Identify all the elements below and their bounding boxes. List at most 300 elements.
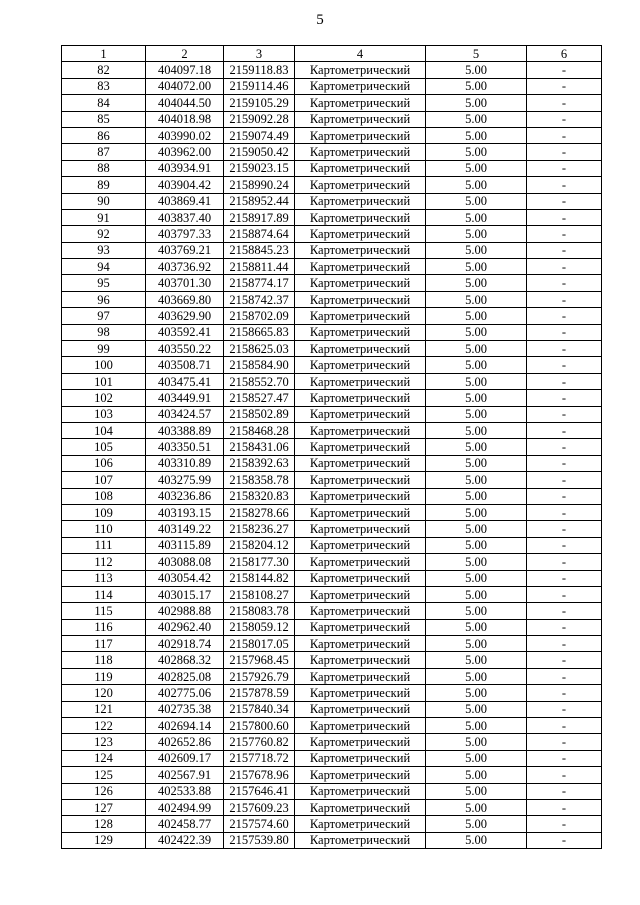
y-coordinate-cell: 2158468.28 (224, 422, 295, 438)
x-coordinate-cell: 402775.06 (146, 685, 224, 701)
point-number-cell: 121 (62, 701, 146, 717)
method-cell: Картометрический (295, 357, 426, 373)
x-coordinate-cell: 402609.17 (146, 750, 224, 766)
accuracy-cell: 5.00 (426, 177, 527, 193)
point-number-cell: 99 (62, 341, 146, 357)
point-number-cell: 90 (62, 193, 146, 209)
x-coordinate-cell: 402694.14 (146, 718, 224, 734)
point-number-cell: 120 (62, 685, 146, 701)
table-row (62, 570, 602, 586)
accuracy-cell: 5.00 (426, 750, 527, 766)
table-row (62, 357, 602, 373)
description-cell: - (527, 127, 602, 143)
point-number-cell: 129 (62, 832, 146, 848)
x-coordinate-cell: 403629.90 (146, 308, 224, 324)
x-coordinate-cell: 402868.32 (146, 652, 224, 668)
method-cell: Картометрический (295, 193, 426, 209)
accuracy-cell: 5.00 (426, 406, 527, 422)
accuracy-cell: 5.00 (426, 209, 527, 225)
method-cell: Картометрический (295, 750, 426, 766)
description-cell: - (527, 357, 602, 373)
y-coordinate-cell: 2159118.83 (224, 62, 295, 78)
table-row (62, 767, 602, 783)
accuracy-cell: 5.00 (426, 259, 527, 275)
y-coordinate-cell: 2159114.46 (224, 78, 295, 94)
method-cell: Картометрический (295, 718, 426, 734)
x-coordinate-cell: 403115.89 (146, 537, 224, 553)
point-number-cell: 97 (62, 308, 146, 324)
table-row (62, 144, 602, 160)
method-cell: Картометрический (295, 111, 426, 127)
point-number-cell: 117 (62, 636, 146, 652)
method-cell: Картометрический (295, 144, 426, 160)
table-row (62, 603, 602, 619)
x-coordinate-cell: 403669.80 (146, 291, 224, 307)
x-coordinate-cell: 402458.77 (146, 816, 224, 832)
description-cell: - (527, 209, 602, 225)
accuracy-cell: 5.00 (426, 242, 527, 258)
x-coordinate-cell: 403934.91 (146, 160, 224, 176)
accuracy-cell: 5.00 (426, 537, 527, 553)
table-row (62, 832, 602, 848)
table-row (62, 455, 602, 471)
method-cell: Картометрический (295, 275, 426, 291)
description-cell: - (527, 373, 602, 389)
x-coordinate-cell: 403736.92 (146, 259, 224, 275)
point-number-cell: 112 (62, 554, 146, 570)
point-number-cell: 123 (62, 734, 146, 750)
table-row (62, 390, 602, 406)
accuracy-cell: 5.00 (426, 472, 527, 488)
accuracy-cell: 5.00 (426, 570, 527, 586)
accuracy-cell: 5.00 (426, 226, 527, 242)
x-coordinate-cell: 403962.00 (146, 144, 224, 160)
method-cell: Картометрический (295, 127, 426, 143)
table-row (62, 373, 602, 389)
description-cell: - (527, 652, 602, 668)
method-cell: Картометрический (295, 62, 426, 78)
table-row (62, 652, 602, 668)
table-row (62, 259, 602, 275)
accuracy-cell: 5.00 (426, 718, 527, 734)
y-coordinate-cell: 2158017.05 (224, 636, 295, 652)
table-row (62, 242, 602, 258)
coordinates-table (61, 45, 602, 849)
y-coordinate-cell: 2157646.41 (224, 783, 295, 799)
accuracy-cell: 5.00 (426, 603, 527, 619)
method-cell: Картометрический (295, 586, 426, 602)
point-number-cell: 104 (62, 422, 146, 438)
accuracy-cell: 5.00 (426, 521, 527, 537)
method-cell: Картометрический (295, 373, 426, 389)
header-row (62, 46, 602, 62)
x-coordinate-cell: 403310.89 (146, 455, 224, 471)
accuracy-cell: 5.00 (426, 816, 527, 832)
table-row (62, 636, 602, 652)
method-cell: Картометрический (295, 816, 426, 832)
point-number-cell: 106 (62, 455, 146, 471)
point-number-cell: 85 (62, 111, 146, 127)
description-cell: - (527, 111, 602, 127)
point-number-cell: 114 (62, 586, 146, 602)
y-coordinate-cell: 2158527.47 (224, 390, 295, 406)
accuracy-cell: 5.00 (426, 783, 527, 799)
x-coordinate-cell: 403837.40 (146, 209, 224, 225)
header-cell-4: 4 (295, 46, 426, 62)
method-cell: Картометрический (295, 160, 426, 176)
point-number-cell: 127 (62, 799, 146, 815)
description-cell: - (527, 160, 602, 176)
method-cell: Картометрический (295, 701, 426, 717)
x-coordinate-cell: 403388.89 (146, 422, 224, 438)
accuracy-cell: 5.00 (426, 668, 527, 684)
description-cell: - (527, 619, 602, 635)
description-cell: - (527, 78, 602, 94)
x-coordinate-cell: 404072.00 (146, 78, 224, 94)
method-cell: Картометрический (295, 799, 426, 815)
x-coordinate-cell: 402533.88 (146, 783, 224, 799)
accuracy-cell: 5.00 (426, 799, 527, 815)
table-row (62, 718, 602, 734)
table-row (62, 406, 602, 422)
page-number: 5 (316, 12, 324, 28)
y-coordinate-cell: 2159050.42 (224, 144, 295, 160)
accuracy-cell: 5.00 (426, 144, 527, 160)
method-cell: Картометрический (295, 685, 426, 701)
method-cell: Картометрический (295, 537, 426, 553)
point-number-cell: 110 (62, 521, 146, 537)
method-cell: Картометрический (295, 209, 426, 225)
description-cell: - (527, 767, 602, 783)
x-coordinate-cell: 402567.91 (146, 767, 224, 783)
accuracy-cell: 5.00 (426, 455, 527, 471)
x-coordinate-cell: 403508.71 (146, 357, 224, 373)
y-coordinate-cell: 2158742.37 (224, 291, 295, 307)
method-cell: Картометрический (295, 406, 426, 422)
description-cell: - (527, 177, 602, 193)
x-coordinate-cell: 402652.86 (146, 734, 224, 750)
method-cell: Картометрический (295, 603, 426, 619)
accuracy-cell: 5.00 (426, 78, 527, 94)
x-coordinate-cell: 403015.17 (146, 586, 224, 602)
point-number-cell: 100 (62, 357, 146, 373)
description-cell: - (527, 488, 602, 504)
table-row (62, 619, 602, 635)
y-coordinate-cell: 2158584.90 (224, 357, 295, 373)
point-number-cell: 103 (62, 406, 146, 422)
y-coordinate-cell: 2158108.27 (224, 586, 295, 602)
method-cell: Картометрический (295, 390, 426, 406)
y-coordinate-cell: 2158874.64 (224, 226, 295, 242)
point-number-cell: 109 (62, 504, 146, 520)
y-coordinate-cell: 2158236.27 (224, 521, 295, 537)
accuracy-cell: 5.00 (426, 111, 527, 127)
y-coordinate-cell: 2158502.89 (224, 406, 295, 422)
method-cell: Картометрический (295, 636, 426, 652)
point-number-cell: 126 (62, 783, 146, 799)
table-row (62, 799, 602, 815)
description-cell: - (527, 570, 602, 586)
y-coordinate-cell: 2158917.89 (224, 209, 295, 225)
y-coordinate-cell: 2158083.78 (224, 603, 295, 619)
description-cell: - (527, 291, 602, 307)
table-row (62, 554, 602, 570)
x-coordinate-cell: 403550.22 (146, 341, 224, 357)
table-row (62, 291, 602, 307)
y-coordinate-cell: 2158320.83 (224, 488, 295, 504)
x-coordinate-cell: 402494.99 (146, 799, 224, 815)
description-cell: - (527, 226, 602, 242)
description-cell: - (527, 734, 602, 750)
method-cell: Картометрический (295, 554, 426, 570)
accuracy-cell: 5.00 (426, 636, 527, 652)
method-cell: Картометрический (295, 488, 426, 504)
x-coordinate-cell: 402422.39 (146, 832, 224, 848)
description-cell: - (527, 62, 602, 78)
table-row (62, 734, 602, 750)
y-coordinate-cell: 2158811.44 (224, 259, 295, 275)
header-cell-5: 5 (426, 46, 527, 62)
x-coordinate-cell: 402735.38 (146, 701, 224, 717)
method-cell: Картометрический (295, 324, 426, 340)
x-coordinate-cell: 404018.98 (146, 111, 224, 127)
method-cell: Картометрический (295, 570, 426, 586)
table-row (62, 750, 602, 766)
method-cell: Картометрический (295, 95, 426, 111)
method-cell: Картометрический (295, 439, 426, 455)
accuracy-cell: 5.00 (426, 95, 527, 111)
point-number-cell: 107 (62, 472, 146, 488)
x-coordinate-cell: 403350.51 (146, 439, 224, 455)
point-number-cell: 125 (62, 767, 146, 783)
accuracy-cell: 5.00 (426, 734, 527, 750)
x-coordinate-cell: 403701.30 (146, 275, 224, 291)
accuracy-cell: 5.00 (426, 341, 527, 357)
method-cell: Картометрический (295, 472, 426, 488)
table-row (62, 439, 602, 455)
table-row (62, 308, 602, 324)
description-cell: - (527, 668, 602, 684)
table-row (62, 78, 602, 94)
x-coordinate-cell: 403592.41 (146, 324, 224, 340)
point-number-cell: 89 (62, 177, 146, 193)
y-coordinate-cell: 2158845.23 (224, 242, 295, 258)
point-number-cell: 94 (62, 259, 146, 275)
point-number-cell: 86 (62, 127, 146, 143)
description-cell: - (527, 636, 602, 652)
accuracy-cell: 5.00 (426, 701, 527, 717)
x-coordinate-cell: 403088.08 (146, 554, 224, 570)
point-number-cell: 111 (62, 537, 146, 553)
y-coordinate-cell: 2158552.70 (224, 373, 295, 389)
y-coordinate-cell: 2159105.29 (224, 95, 295, 111)
method-cell: Картометрический (295, 291, 426, 307)
header-cell-1: 1 (62, 46, 146, 62)
accuracy-cell: 5.00 (426, 652, 527, 668)
accuracy-cell: 5.00 (426, 504, 527, 520)
y-coordinate-cell: 2157840.34 (224, 701, 295, 717)
description-cell: - (527, 603, 602, 619)
table-row (62, 111, 602, 127)
point-number-cell: 93 (62, 242, 146, 258)
x-coordinate-cell: 403904.42 (146, 177, 224, 193)
table-row (62, 668, 602, 684)
table-row (62, 341, 602, 357)
accuracy-cell: 5.00 (426, 193, 527, 209)
y-coordinate-cell: 2158144.82 (224, 570, 295, 586)
description-cell: - (527, 537, 602, 553)
method-cell: Картометрический (295, 422, 426, 438)
method-cell: Картометрический (295, 619, 426, 635)
accuracy-cell: 5.00 (426, 160, 527, 176)
accuracy-cell: 5.00 (426, 357, 527, 373)
point-number-cell: 101 (62, 373, 146, 389)
y-coordinate-cell: 2157609.23 (224, 799, 295, 815)
accuracy-cell: 5.00 (426, 554, 527, 570)
method-cell: Картометрический (295, 455, 426, 471)
description-cell: - (527, 472, 602, 488)
description-cell: - (527, 390, 602, 406)
method-cell: Картометрический (295, 652, 426, 668)
table-row (62, 816, 602, 832)
point-number-cell: 105 (62, 439, 146, 455)
table-row (62, 586, 602, 602)
table-body (62, 62, 602, 849)
x-coordinate-cell: 403054.42 (146, 570, 224, 586)
accuracy-cell: 5.00 (426, 685, 527, 701)
accuracy-cell: 5.00 (426, 291, 527, 307)
method-cell: Картометрический (295, 78, 426, 94)
description-cell: - (527, 783, 602, 799)
description-cell: - (527, 242, 602, 258)
description-cell: - (527, 521, 602, 537)
description-cell: - (527, 193, 602, 209)
y-coordinate-cell: 2157760.82 (224, 734, 295, 750)
header-cell-3: 3 (224, 46, 295, 62)
accuracy-cell: 5.00 (426, 390, 527, 406)
y-coordinate-cell: 2157878.59 (224, 685, 295, 701)
point-number-cell: 128 (62, 816, 146, 832)
description-cell: - (527, 95, 602, 111)
table-row (62, 177, 602, 193)
accuracy-cell: 5.00 (426, 62, 527, 78)
x-coordinate-cell: 402988.88 (146, 603, 224, 619)
x-coordinate-cell: 403449.91 (146, 390, 224, 406)
x-coordinate-cell: 403990.02 (146, 127, 224, 143)
accuracy-cell: 5.00 (426, 586, 527, 602)
table-row (62, 521, 602, 537)
accuracy-cell: 5.00 (426, 832, 527, 848)
accuracy-cell: 5.00 (426, 308, 527, 324)
method-cell: Картометрический (295, 734, 426, 750)
y-coordinate-cell: 2158702.09 (224, 308, 295, 324)
y-coordinate-cell: 2158990.24 (224, 177, 295, 193)
description-cell: - (527, 275, 602, 291)
x-coordinate-cell: 404044.50 (146, 95, 224, 111)
accuracy-cell: 5.00 (426, 488, 527, 504)
table-row (62, 701, 602, 717)
point-number-cell: 113 (62, 570, 146, 586)
y-coordinate-cell: 2157574.60 (224, 816, 295, 832)
method-cell: Картометрический (295, 521, 426, 537)
description-cell: - (527, 259, 602, 275)
description-cell: - (527, 324, 602, 340)
method-cell: Картометрический (295, 668, 426, 684)
point-number-cell: 118 (62, 652, 146, 668)
point-number-cell: 108 (62, 488, 146, 504)
table-row (62, 504, 602, 520)
method-cell: Картометрический (295, 308, 426, 324)
description-cell: - (527, 308, 602, 324)
method-cell: Картометрический (295, 783, 426, 799)
description-cell: - (527, 455, 602, 471)
description-cell: - (527, 701, 602, 717)
description-cell: - (527, 685, 602, 701)
description-cell: - (527, 832, 602, 848)
table-header (62, 46, 602, 62)
y-coordinate-cell: 2157718.72 (224, 750, 295, 766)
x-coordinate-cell: 403236.86 (146, 488, 224, 504)
table-row (62, 62, 602, 78)
point-number-cell: 84 (62, 95, 146, 111)
point-number-cell: 119 (62, 668, 146, 684)
header-cell-2: 2 (146, 46, 224, 62)
x-coordinate-cell: 403275.99 (146, 472, 224, 488)
accuracy-cell: 5.00 (426, 275, 527, 291)
x-coordinate-cell: 404097.18 (146, 62, 224, 78)
point-number-cell: 92 (62, 226, 146, 242)
y-coordinate-cell: 2158625.03 (224, 341, 295, 357)
point-number-cell: 102 (62, 390, 146, 406)
table-row (62, 685, 602, 701)
description-cell: - (527, 816, 602, 832)
description-cell: - (527, 422, 602, 438)
description-cell: - (527, 504, 602, 520)
table-row (62, 324, 602, 340)
description-cell: - (527, 406, 602, 422)
table-row (62, 537, 602, 553)
y-coordinate-cell: 2158392.63 (224, 455, 295, 471)
description-cell: - (527, 341, 602, 357)
y-coordinate-cell: 2158278.66 (224, 504, 295, 520)
y-coordinate-cell: 2157539.80 (224, 832, 295, 848)
y-coordinate-cell: 2159023.15 (224, 160, 295, 176)
method-cell: Картометрический (295, 832, 426, 848)
description-cell: - (527, 750, 602, 766)
description-cell: - (527, 439, 602, 455)
point-number-cell: 122 (62, 718, 146, 734)
y-coordinate-cell: 2157968.45 (224, 652, 295, 668)
method-cell: Картометрический (295, 259, 426, 275)
x-coordinate-cell: 403424.57 (146, 406, 224, 422)
x-coordinate-cell: 403475.41 (146, 373, 224, 389)
point-number-cell: 98 (62, 324, 146, 340)
point-number-cell: 124 (62, 750, 146, 766)
table-row (62, 226, 602, 242)
y-coordinate-cell: 2157926.79 (224, 668, 295, 684)
point-number-cell: 88 (62, 160, 146, 176)
accuracy-cell: 5.00 (426, 619, 527, 635)
table-row (62, 783, 602, 799)
method-cell: Картометрический (295, 341, 426, 357)
x-coordinate-cell: 402825.08 (146, 668, 224, 684)
y-coordinate-cell: 2158177.30 (224, 554, 295, 570)
table-row (62, 193, 602, 209)
method-cell: Картометрический (295, 177, 426, 193)
x-coordinate-cell: 403149.22 (146, 521, 224, 537)
method-cell: Картометрический (295, 242, 426, 258)
point-number-cell: 96 (62, 291, 146, 307)
